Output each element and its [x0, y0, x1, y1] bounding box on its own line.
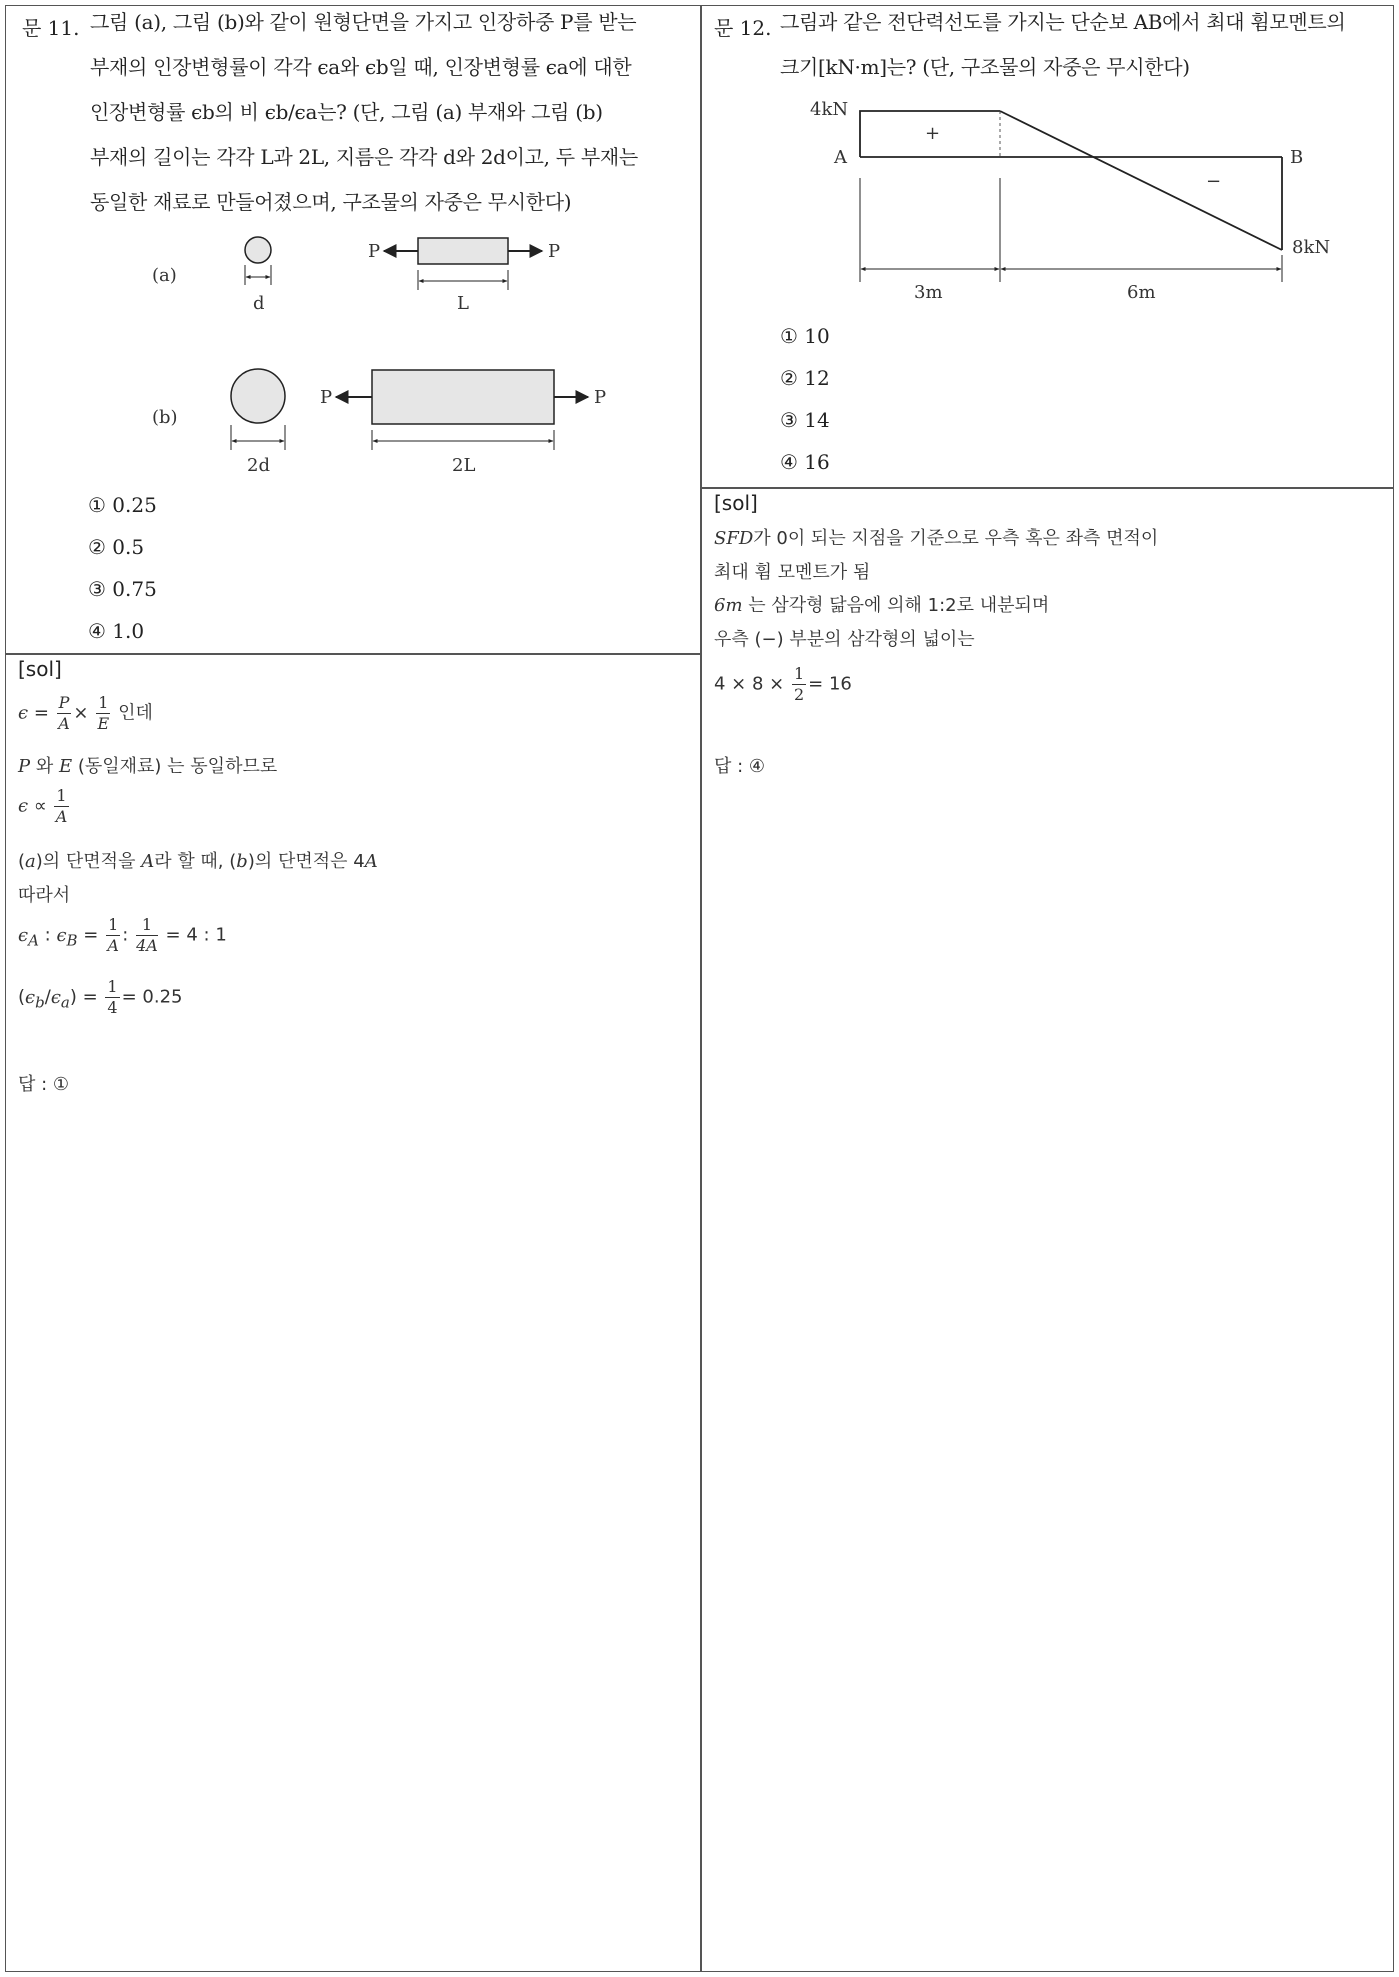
- sfd-plus-sign: +: [925, 123, 941, 144]
- q12-sol-line-5: 4 × 8 × $\frac{1}{2}$ = 16: [714, 664, 852, 704]
- column-divider: [700, 5, 702, 1972]
- sfd-minus-sign: −: [1206, 171, 1222, 192]
- q12-line-2: 크기[kN·m]는? (단, 구조물의 자중은 무시한다): [780, 55, 1190, 79]
- member-b-bar: [372, 370, 554, 424]
- load-p-a-right: P: [548, 241, 561, 262]
- sfd-end-a: A: [834, 147, 847, 168]
- q11-choice-3[interactable]: ③ 0.75: [88, 577, 157, 601]
- load-p-b-left: P: [320, 387, 333, 408]
- q12-sol-line-3: 6m 는 삼각형 닮음에 의해 1:2로 내분되며: [714, 595, 1050, 616]
- dim-l: L: [457, 293, 469, 314]
- sfd-slope: [1000, 111, 1282, 250]
- sfd-seg-6m: 6m: [1127, 282, 1156, 303]
- q11-sol-line-5: 따라서: [18, 885, 71, 906]
- dim-d: d: [253, 293, 265, 314]
- q11-choice-1[interactable]: ① 0.25: [88, 493, 157, 517]
- q12-answer: 답 : ④: [714, 756, 766, 777]
- q11-answer: 답 : ①: [18, 1074, 70, 1095]
- load-p-a-left: P: [368, 241, 381, 262]
- q11-sol-line-4: (a)의 단면적을 A라 할 때, (b)의 단면적은 4A: [18, 851, 378, 872]
- fig-b-label: (b): [152, 407, 178, 428]
- fig-a-label: (a): [152, 265, 177, 286]
- dim-2l: 2L: [452, 455, 476, 475]
- q11-number: 문 11.: [22, 16, 80, 40]
- q12-number: 문 12.: [714, 16, 772, 40]
- q11-solution-divider: [5, 653, 701, 655]
- q11-line-2: 부재의 인장변형률이 각각 ϵa와 ϵb일 때, 인장변형률 ϵa에 대한: [90, 55, 632, 79]
- q12-sol-line-1: SFD가 0이 되는 지점을 기준으로 우측 혹은 좌측 면적이: [714, 528, 1159, 549]
- member-a-bar: [418, 238, 508, 264]
- dim-2d: 2d: [247, 455, 270, 475]
- sfd-seg-3m: 3m: [914, 282, 943, 303]
- q11-choice-2[interactable]: ② 0.5: [88, 535, 145, 559]
- q11-line-3: 인장변형률 ϵb의 비 ϵb/ϵa는? (단, 그림 (a) 부재와 그림 (b): [90, 100, 603, 124]
- sfd-left-value: 4kN: [810, 99, 849, 120]
- q11-line-5: 동일한 재료로 만들어졌으며, 구조물의 자중은 무시한다): [90, 190, 572, 214]
- q11-sol-line-6: $\epsilon_A$ : $\epsilon_B$ = $\frac{1}{A}$ : $\frac{1}{4A}$ = 4 : 1: [18, 915, 227, 955]
- sfd-right-value: 8kN: [1292, 237, 1331, 258]
- sfd-diagram: [800, 90, 1360, 310]
- q11-figure: [140, 225, 660, 475]
- q12-sol-line-4: 우측 (−) 부분의 삼각형의 넓이는: [714, 629, 975, 650]
- q12-choice-3[interactable]: ③ 14: [780, 408, 830, 432]
- q12-sol-label: [sol]: [714, 491, 758, 515]
- q11-sol-line-2: P 와 E (동일재료) 는 동일하므로: [18, 756, 278, 777]
- q11-sol-line-7: $(\epsilon_b/\epsilon_a)$ = $\frac{1}{4}$ = 0.25: [18, 977, 183, 1017]
- section-a-circle: [245, 237, 271, 263]
- q12-solution-divider: [701, 487, 1394, 489]
- q12-choice-2[interactable]: ② 12: [780, 366, 830, 390]
- q12-choice-4[interactable]: ④ 16: [780, 450, 830, 474]
- q12-choice-1[interactable]: ① 10: [780, 324, 830, 348]
- q12-sol-line-2: 최대 휨 모멘트가 됨: [714, 562, 871, 583]
- section-b-circle: [231, 369, 285, 423]
- sfd-end-b: B: [1290, 147, 1304, 168]
- q11-choice-4[interactable]: ④ 1.0: [88, 619, 145, 643]
- q11-sol-line-3: ϵ ∝ $\frac{1}{A}$: [18, 786, 68, 826]
- q11-sol-label: [sol]: [18, 657, 62, 681]
- q11-sol-line-1: ϵ = $\frac{P}{A}$ × $\frac{1}{E}$ 인데: [18, 693, 153, 733]
- q11-line-4: 부재의 길이는 각각 L과 2L, 지름은 각각 d와 2d이고, 두 부재는: [90, 145, 638, 169]
- q12-line-1: 그림과 같은 전단력선도를 가지는 단순보 AB에서 최대 휨모멘트의: [780, 10, 1346, 34]
- q11-line-1: 그림 (a), 그림 (b)와 같이 원형단면을 가지고 인장하중 P를 받는: [90, 10, 637, 34]
- load-p-b-right: P: [594, 387, 607, 408]
